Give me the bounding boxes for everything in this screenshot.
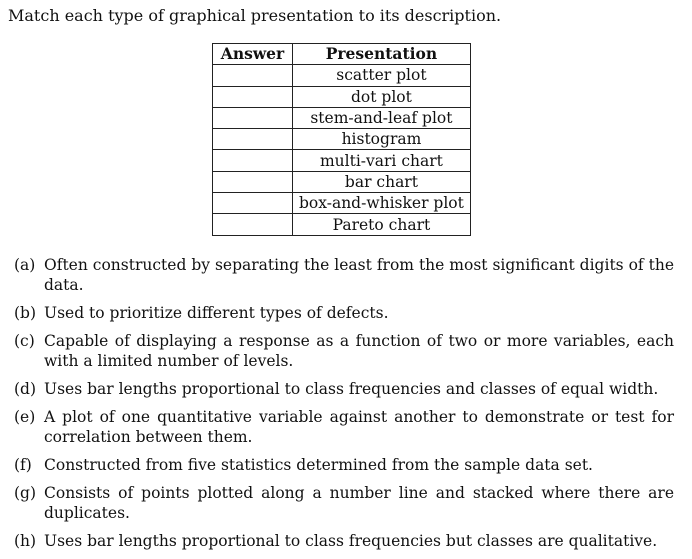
description-text: Constructed from five statistics determined from the sample data set. bbox=[44, 456, 593, 474]
description-text: Capable of displaying a response as a function of two or more variables, each with a limited number of levels. bbox=[44, 332, 674, 370]
table-row bbox=[213, 171, 471, 192]
description-list bbox=[14, 255, 674, 559]
description-item bbox=[14, 379, 674, 399]
description-text: Often constructed by separating the least from the most significant digits of the data. bbox=[44, 256, 674, 294]
presentation-cell: histogram bbox=[293, 129, 471, 150]
description-label: (b) bbox=[14, 304, 37, 322]
question-prompt: Match each type of graphical presentation to its description. bbox=[8, 6, 502, 25]
description-label: (g) bbox=[14, 484, 37, 502]
table-row bbox=[213, 107, 471, 128]
table-row bbox=[213, 129, 471, 150]
description-item bbox=[14, 455, 674, 475]
presentation-cell: stem-and-leaf plot bbox=[293, 107, 471, 128]
description-item bbox=[14, 255, 674, 295]
description-label: (e) bbox=[14, 408, 36, 426]
answer-cell[interactable] bbox=[213, 171, 293, 192]
answer-cell[interactable] bbox=[213, 214, 293, 235]
presentation-cell: dot plot bbox=[293, 86, 471, 107]
answer-cell[interactable] bbox=[213, 86, 293, 107]
description-item bbox=[14, 483, 674, 523]
description-text: Uses bar lengths proportional to class frequencies but classes are qualitative. bbox=[44, 532, 658, 550]
description-label: (c) bbox=[14, 332, 35, 350]
description-item bbox=[14, 407, 674, 447]
description-item bbox=[14, 331, 674, 371]
answer-cell[interactable] bbox=[213, 150, 293, 171]
answer-cell[interactable] bbox=[213, 193, 293, 214]
description-label: (h) bbox=[14, 532, 37, 550]
table-header-row bbox=[213, 44, 471, 65]
table-row bbox=[213, 150, 471, 171]
table-row bbox=[213, 86, 471, 107]
description-item bbox=[14, 303, 674, 323]
description-label: (f) bbox=[14, 456, 32, 474]
answer-cell[interactable] bbox=[213, 65, 293, 86]
description-text: Consists of points plotted along a number line and stacked where there are duplicates. bbox=[44, 484, 674, 522]
answer-column-header: Answer bbox=[213, 44, 293, 65]
presentation-column-header: Presentation bbox=[293, 44, 471, 65]
presentation-cell: box-and-whisker plot bbox=[293, 193, 471, 214]
presentation-cell: Pareto chart bbox=[293, 214, 471, 235]
description-label: (a) bbox=[14, 256, 36, 274]
table-row bbox=[213, 65, 471, 86]
answer-cell[interactable] bbox=[213, 107, 293, 128]
table-row bbox=[213, 193, 471, 214]
presentation-cell: multi-vari chart bbox=[293, 150, 471, 171]
matching-table bbox=[212, 43, 471, 236]
table-row bbox=[213, 214, 471, 235]
description-item bbox=[14, 531, 674, 551]
presentation-cell: bar chart bbox=[293, 171, 471, 192]
answer-cell[interactable] bbox=[213, 129, 293, 150]
description-text: Uses bar lengths proportional to class frequencies and classes of equal width. bbox=[44, 380, 659, 398]
description-text: Used to prioritize different types of defects. bbox=[44, 304, 389, 322]
presentation-cell: scatter plot bbox=[293, 65, 471, 86]
description-text: A plot of one quantitative variable against another to demonstrate or test for correlation between them. bbox=[44, 408, 674, 446]
description-label: (d) bbox=[14, 380, 37, 398]
